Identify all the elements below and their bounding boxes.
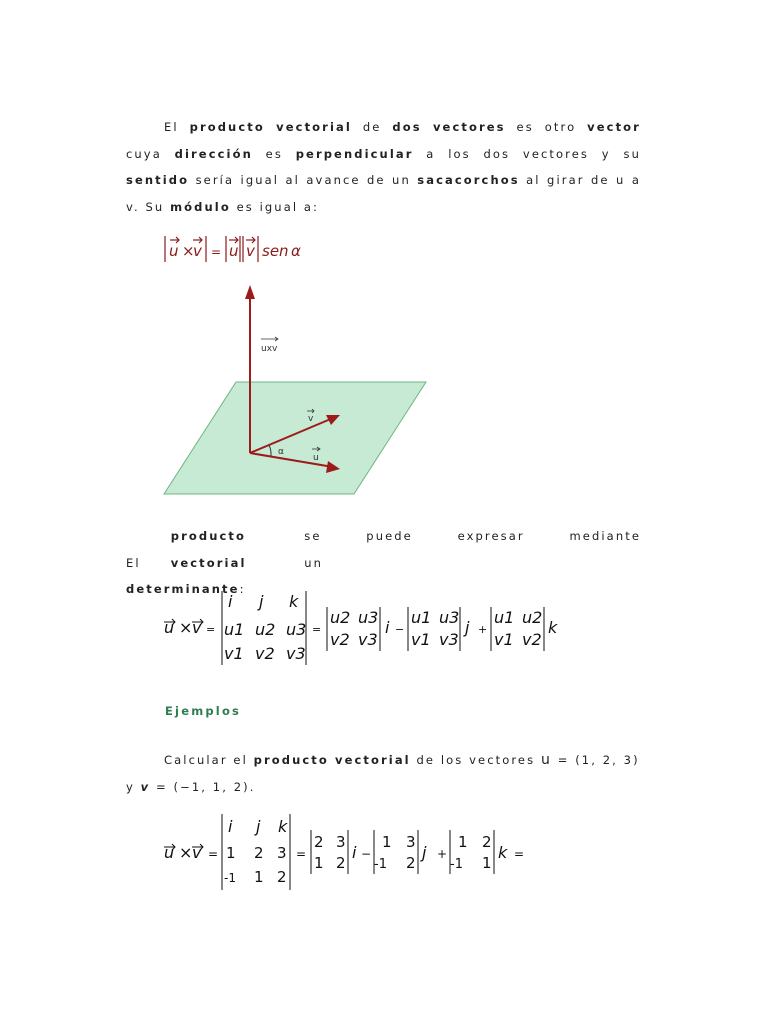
det-v3: v3 bbox=[286, 644, 306, 663]
example-v-symbol: v bbox=[140, 779, 151, 794]
ex-m3-d: 1 bbox=[482, 854, 492, 872]
det-m3-c: v1 bbox=[494, 630, 514, 649]
modulus-formula bbox=[160, 232, 320, 266]
modulus-times: × bbox=[182, 242, 195, 260]
example-u-symbol: u bbox=[540, 752, 552, 768]
det-lhs-v: v bbox=[192, 618, 202, 637]
det-m1-a: u2 bbox=[330, 608, 351, 627]
det-i: i bbox=[228, 592, 233, 611]
ex-r3-c: 2 bbox=[277, 868, 287, 886]
det-m1-b: u3 bbox=[358, 608, 379, 627]
det-u2: u2 bbox=[255, 620, 276, 639]
ex-m3-k: k bbox=[498, 843, 508, 862]
modulus-v: v bbox=[193, 242, 202, 260]
det-v1: v1 bbox=[224, 644, 244, 663]
label-uxv: uxv bbox=[261, 344, 278, 354]
label-u: u bbox=[313, 453, 319, 463]
modulus-u-norm: u bbox=[229, 242, 239, 260]
det-k: k bbox=[289, 592, 299, 611]
ex-m1-i: i bbox=[352, 843, 357, 862]
ex-r2-c: 3 bbox=[277, 844, 287, 862]
example-formula bbox=[160, 808, 540, 893]
modulus-equals: = bbox=[211, 245, 222, 259]
ex-j: j bbox=[256, 817, 261, 836]
determinant-formula bbox=[160, 585, 580, 670]
ex-r3-a: -1 bbox=[224, 871, 236, 885]
modulus-u: u bbox=[169, 242, 179, 260]
ex-r3-b: 1 bbox=[254, 868, 264, 886]
det-u1: u1 bbox=[224, 620, 245, 639]
ex-m3-a: 1 bbox=[458, 833, 468, 851]
det-m2-d: v3 bbox=[439, 630, 459, 649]
ex-m2-b: 3 bbox=[406, 833, 416, 851]
example-paragraph: Calcular el producto vectorial de los vectores u = (1, 2, 3) y v = (−1, 1, 2). bbox=[126, 752, 640, 794]
ex-m2-j: j bbox=[422, 843, 427, 862]
det-m1-i: i bbox=[385, 618, 390, 637]
determinant-paragraph: El producto vectorial se puede expresar mediante un determinante: bbox=[126, 529, 641, 596]
det-m3-k: k bbox=[548, 618, 558, 637]
ex-m2-c: -1 bbox=[374, 857, 387, 872]
ex-m2-a: 1 bbox=[382, 833, 392, 851]
ex-i: i bbox=[228, 817, 233, 836]
ex-eq: = bbox=[208, 847, 219, 861]
ex-m1-a: 2 bbox=[314, 833, 324, 851]
ex-lhs-u: u bbox=[164, 843, 175, 862]
ex-r2-b: 2 bbox=[254, 844, 264, 862]
det-minus: − bbox=[395, 623, 405, 636]
det-m2-a: u1 bbox=[411, 608, 432, 627]
det-m2-b: u3 bbox=[439, 608, 460, 627]
det-u3: u3 bbox=[286, 620, 307, 639]
modulus-alpha: α bbox=[291, 242, 301, 260]
det-j: j bbox=[259, 592, 264, 611]
ex-m1-b: 3 bbox=[336, 833, 346, 851]
det-m2-c: v1 bbox=[411, 630, 431, 649]
ex-m3-c: -1 bbox=[450, 857, 463, 872]
det-eq: = bbox=[206, 623, 216, 636]
intro-paragraph: El producto vectorial de dos vectores es otro vector cuya dirección es perpendicular a los dos vectores y su sentido sería igual al avance de un sacacorchos al girar de u a v. Su módulo es igual a: bbox=[126, 120, 641, 214]
ex-k: k bbox=[278, 817, 288, 836]
ex-m2-d: 2 bbox=[406, 854, 416, 872]
det-v2: v2 bbox=[255, 644, 275, 663]
ex-lhs-times: × bbox=[179, 843, 193, 862]
det-m2-j: j bbox=[465, 618, 470, 637]
modulus-sen: sen bbox=[262, 242, 289, 260]
det-m3-a: u1 bbox=[494, 608, 515, 627]
label-alpha: α bbox=[278, 447, 284, 457]
plane bbox=[164, 382, 426, 494]
modulus-v-norm: v bbox=[246, 242, 255, 260]
ex-r2-a: 1 bbox=[226, 844, 236, 862]
det-plus: + bbox=[478, 623, 488, 636]
det-lhs-times: × bbox=[179, 618, 193, 637]
ex-m3-b: 2 bbox=[482, 833, 492, 851]
ex-plus: + bbox=[437, 847, 448, 861]
det-m1-c: v2 bbox=[330, 630, 350, 649]
label-v: v bbox=[308, 414, 314, 424]
det-lhs-u: u bbox=[164, 618, 175, 637]
det-eq2: = bbox=[312, 623, 322, 636]
det-m1-d: v3 bbox=[358, 630, 378, 649]
ex-lhs-v: v bbox=[192, 843, 202, 862]
examples-heading: Ejemplos bbox=[165, 704, 242, 718]
det-m3-d: v2 bbox=[522, 630, 542, 649]
ex-m1-c: 1 bbox=[314, 854, 324, 872]
ex-m1-d: 2 bbox=[336, 854, 346, 872]
cross-product-diagram bbox=[150, 275, 450, 505]
ex-eq2: = bbox=[296, 847, 307, 861]
ex-tail-eq: = bbox=[514, 847, 525, 861]
ex-minus: − bbox=[361, 847, 372, 861]
det-m3-b: u2 bbox=[522, 608, 543, 627]
